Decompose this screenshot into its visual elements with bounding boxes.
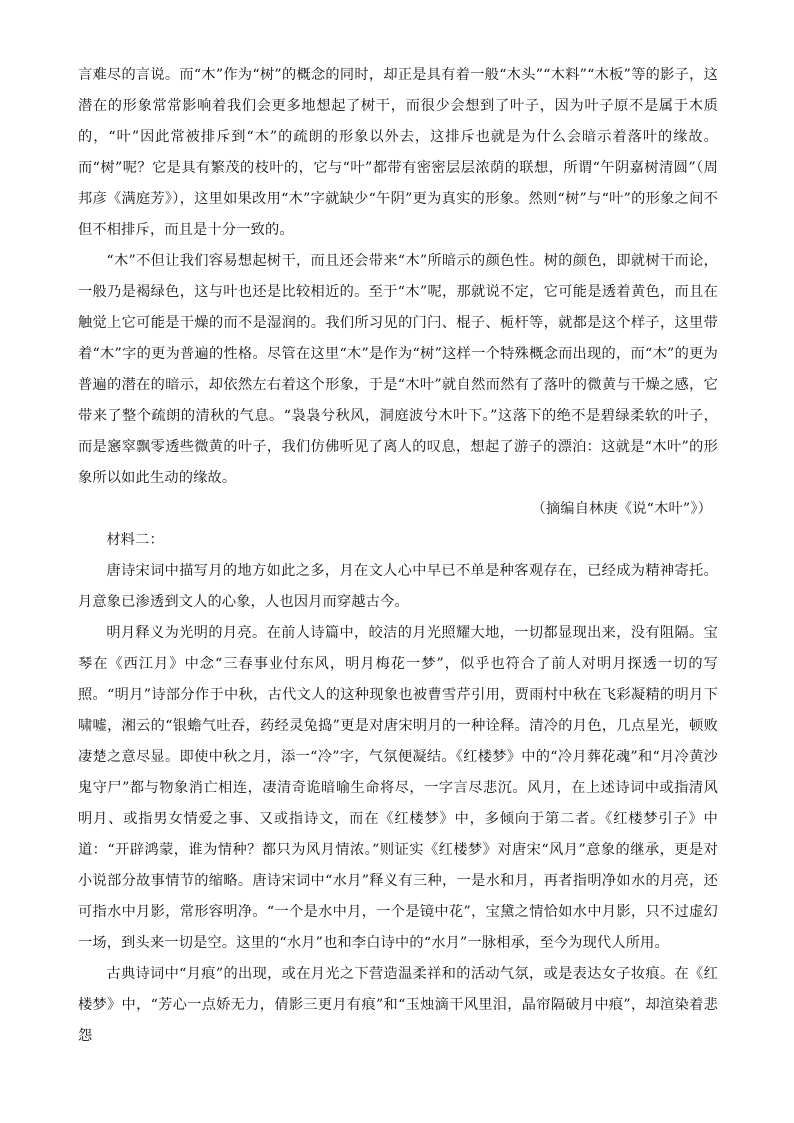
paragraph-bright-moon: 明月释义为光明的月亮。在前人诗篇中，皎洁的月光照耀大地，一切都显现出来，没有阻隔。宝琴在《西江月》中念“三春事业付东风，明月梅花一梦”，似乎也符合了前人对明月探透一切的写照。“明月”诗部分作于中秋，古代文人的这种现象也被曹雪芹引用，贾雨村中秋在飞彩凝精的明月下啸嘘，湘云的“银蟾气吐吞，药经灵兔捣”更是对唐宋明月的一种诠释。清冷的月色，几点星光，顿败凄楚之意尽显。即使中秋之月，添一“冷”字，气氛便凝结。《红楼梦》中的“冷月葬花魂”和“月冷黄沙鬼守尸”都与物象消亡相连，凄清奇诡暗喻生命将尽，一字言尽悲沉。风月，在上述诗词中或指清风明月、或指男女情爱之事、又或指诗文，而在《红楼梦》中，多倾向于第二者。《红楼梦引子》中道：“开辟鸿蒙，谁为情种？都只为风月情浓。”则证实《红楼梦》对唐宋“风月”意象的继承，更是对小说部分故事情节的缩略。唐诗宋词中“水月”释义有三种，一是水和月，再者指明净如水的月亮，还可指水中月影，常形容明净。“一个是水中月，一个是镜中花”，宝黛之情恰如水中月影，只不过虚幻一场，到头来一切是空。这里的“水月”也和李白诗中的“水月”一脉相承，至今为现代人所用。 [78, 625, 718, 951]
source-citation: （摘编自林庚《说“木叶”》） [531, 501, 712, 517]
material-two-label: 材料二： [106, 532, 164, 548]
paragraph-continued: 言难尽的言说。而“木”作为“树”的概念的同时，却正是具有着一般“木头”“木料”“木板”等的影子，这潜在的形象常常影响着我们会更多地想起了树干，而很少会想到了叶子，因为叶子原不是属于木质的，“叶”因此常被排斥到“木”的疏朗的形象以外去，这排斥也就是为什么会暗示着落叶的缘故。而“树”呢？它是具有繁茂的枝叶的，它与“叶”都带有密密层层浓荫的联想，所谓“午阴嘉树清圆”（周邦彦《满庭芳》），这里如果改用“木”字就缺少“午阴”更为真实的形象。然则“树”与“叶”的形象之间不但不相排斥，而且是十分一致的。 [78, 67, 718, 238]
paragraph-moon-intro: 唐诗宋词中描写月的地方如此之多，月在文人心中早已不单是种客观存在，已经成为精神寄托。月意象已渗透到文人的心象，人也因月而穿越古今。 [78, 563, 718, 610]
document-body [78, 60, 718, 1052]
paragraph-moon-trace: 古典诗词中“月痕”的出现，或在月光之下营造温柔祥和的活动气氛，或是表达女子妆痕。在《红楼梦》中，“芳心一点娇无力，倩影三更月有痕”和“玉烛滴干风里泪，晶帘隔破月中痕”，却渲染着悲怨 [78, 966, 718, 1044]
paragraph-mu-color: “木”不但让我们容易想起树干，而且还会带来“木”所暗示的颜色性。树的颜色，即就树干而论，一般乃是褐绿色，这与叶也还是比较相近的。至于“木”呢，那就说不定，它可能是透着黄色，而且在触觉上它可能是干燥的而不是湿润的。我们所习见的门闩、棍子、栀杆等，就都是这个样子，这里带着“木”字的更为普遍的性格。尽管在这里“木”是作为“树”这样一个特殊概念而出现的，而“木”的更为普遍的潜在的暗示，却依然左右着这个形象，于是“木叶”就自然而然有了落叶的微黄与干燥之感，它带来了整个疏朗的清秋的气息。“袅袅兮秋风，洞庭波兮木叶下。”这落下的绝不是碧绿柔软的叶子，而是窸窣飘零透些微黄的叶子，我们仿佛听见了离人的叹息，想起了游子的漂泊：这就是“木叶”的形象所以如此生动的缘故。 [78, 253, 718, 486]
